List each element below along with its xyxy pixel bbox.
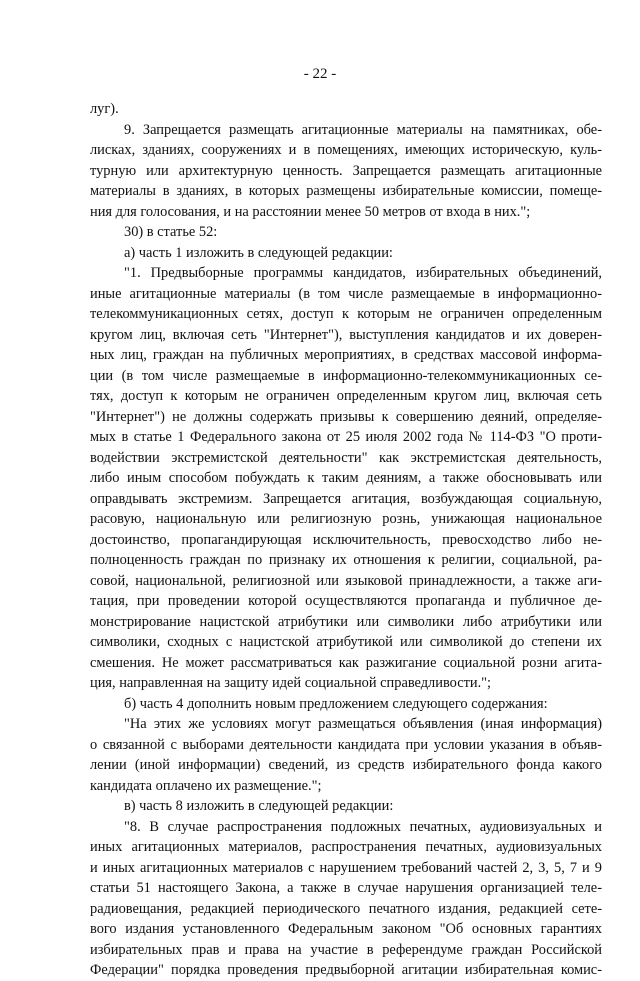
text-line: "1. Предвыборные программы кандидатов, избирательных объединений, xyxy=(124,265,602,281)
text-line: смешения. Не может рассматриваться как разжигание социальной розни агита- xyxy=(90,654,602,671)
text-line: материалы в зданиях, в которых размещены избирательные комиссии, помеще- xyxy=(90,183,602,199)
text-line: турную или архитектурную ценность. Запрещается размещать агитационные xyxy=(90,162,602,179)
text-line: ных лиц, граждан на публичных мероприятиях, в средствах массовой информа- xyxy=(90,347,602,363)
text-line: о связанной с выборами деятельности кандидата при условии указания в объяв- xyxy=(90,736,602,753)
text-line: кандидата оплачено их размещение."; xyxy=(90,777,322,794)
document-body xyxy=(90,99,602,981)
text-line: телекоммуникационных сетях, доступ к которым не ограничен определенным xyxy=(90,306,602,322)
text-line: "8. В случае распространения подложных печатных, аудиовизуальных и xyxy=(124,818,602,835)
text-line: Федерации" порядка проведения предвыборной агитации избирательная комис- xyxy=(90,962,602,978)
text-line: вого издания установленного Федеральным законом "Об основных гарантиях xyxy=(90,921,602,937)
text-line: ция, направленная на защиту идей социальной справедливости."; xyxy=(90,675,492,691)
text-line: избирательных прав и права на участие в референдуме граждан Российской xyxy=(90,941,602,958)
text-line: "На этих же условиях могут размещаться объявления (иная информация) xyxy=(124,716,602,732)
text-line: водействии экстремистской деятельности" как экстремистская деятельность, xyxy=(90,449,602,466)
text-line: иных агитационных материалов, распространения печатных, аудиовизуальных xyxy=(90,839,602,855)
text-line: монстрирование нацистской атрибутики или символики либо атрибутики или xyxy=(90,613,602,630)
text-line: полноценность граждан по признаку их отношения к религии, социальной, ра- xyxy=(90,552,602,568)
text-line: лении (иной информации) сведений, из средств избирательного фонда какого xyxy=(90,757,602,773)
text-line: расовую, национальную или религиозную рознь, унижающая национальное xyxy=(90,511,602,527)
text-line: иные агитационные материалы (в том числе размещаемые в информационно- xyxy=(90,285,602,302)
text-line: оправдывать экстремизм. Запрещается агитация, возбуждающая социальную, xyxy=(90,490,602,507)
text-line: ния для голосования, и на расстоянии менее 50 метров от входа в них."; xyxy=(90,203,531,220)
text-line: либо иным способом побуждать к таким деяниям, а также обосновывать или xyxy=(90,470,602,486)
text-line: статьи 51 настоящего Закона, а также в случае нарушения организацией теле- xyxy=(90,880,602,896)
text-line: тях, доступ к которым не ограничен определенным кругом лиц, включая сеть xyxy=(90,388,602,404)
text-line: радиовещания, редакцией периодического печатного издания, редакцией сете- xyxy=(90,900,602,917)
text-line: совой, национальной, религиозной или языковой принадлежности, а также аги- xyxy=(90,572,602,589)
text-line: тация, при проведении которой осуществляются пропаганда и публичное де- xyxy=(90,593,602,609)
text-line: ции (в том числе размещаемые в информационно-телекоммуникационных се- xyxy=(90,367,602,384)
text-line: мых в статье 1 Федерального закона от 25 июля 2002 года № 114-ФЗ "О проти- xyxy=(90,429,602,445)
text-line: кругом лиц, включая сеть "Интернет"), выступления кандидатов и их доверен- xyxy=(90,326,602,343)
text-line: б) часть 4 дополнить новым предложением следующего содержания: xyxy=(124,695,548,712)
text-line: лисках, зданиях, сооружениях и в помещениях, имеющих историческую, куль- xyxy=(90,142,602,158)
text-line: 9. Запрещается размещать агитационные материалы на памятниках, обе- xyxy=(124,121,602,138)
text-line: символики, сходных с нацистской атрибутикой или символикой до степени их xyxy=(90,634,602,650)
text-line: "Интернет") не должны содержать призывы к совершению деяний, определяе- xyxy=(90,408,602,425)
text-line: и иных агитационных материалов с нарушением требований частей 2, 3, 5, 7 и 9 xyxy=(90,859,602,876)
page-number: - 22 - xyxy=(303,66,337,82)
text-line: достоинство, пропагандирующая исключительность, превосходство либо не- xyxy=(90,531,602,548)
text-line: в) часть 8 изложить в следующей редакции: xyxy=(124,798,394,814)
text-line: 30) в статье 52: xyxy=(124,224,218,240)
text-line: а) часть 1 изложить в следующей редакции: xyxy=(124,244,393,261)
text-line: луг). xyxy=(90,101,119,117)
